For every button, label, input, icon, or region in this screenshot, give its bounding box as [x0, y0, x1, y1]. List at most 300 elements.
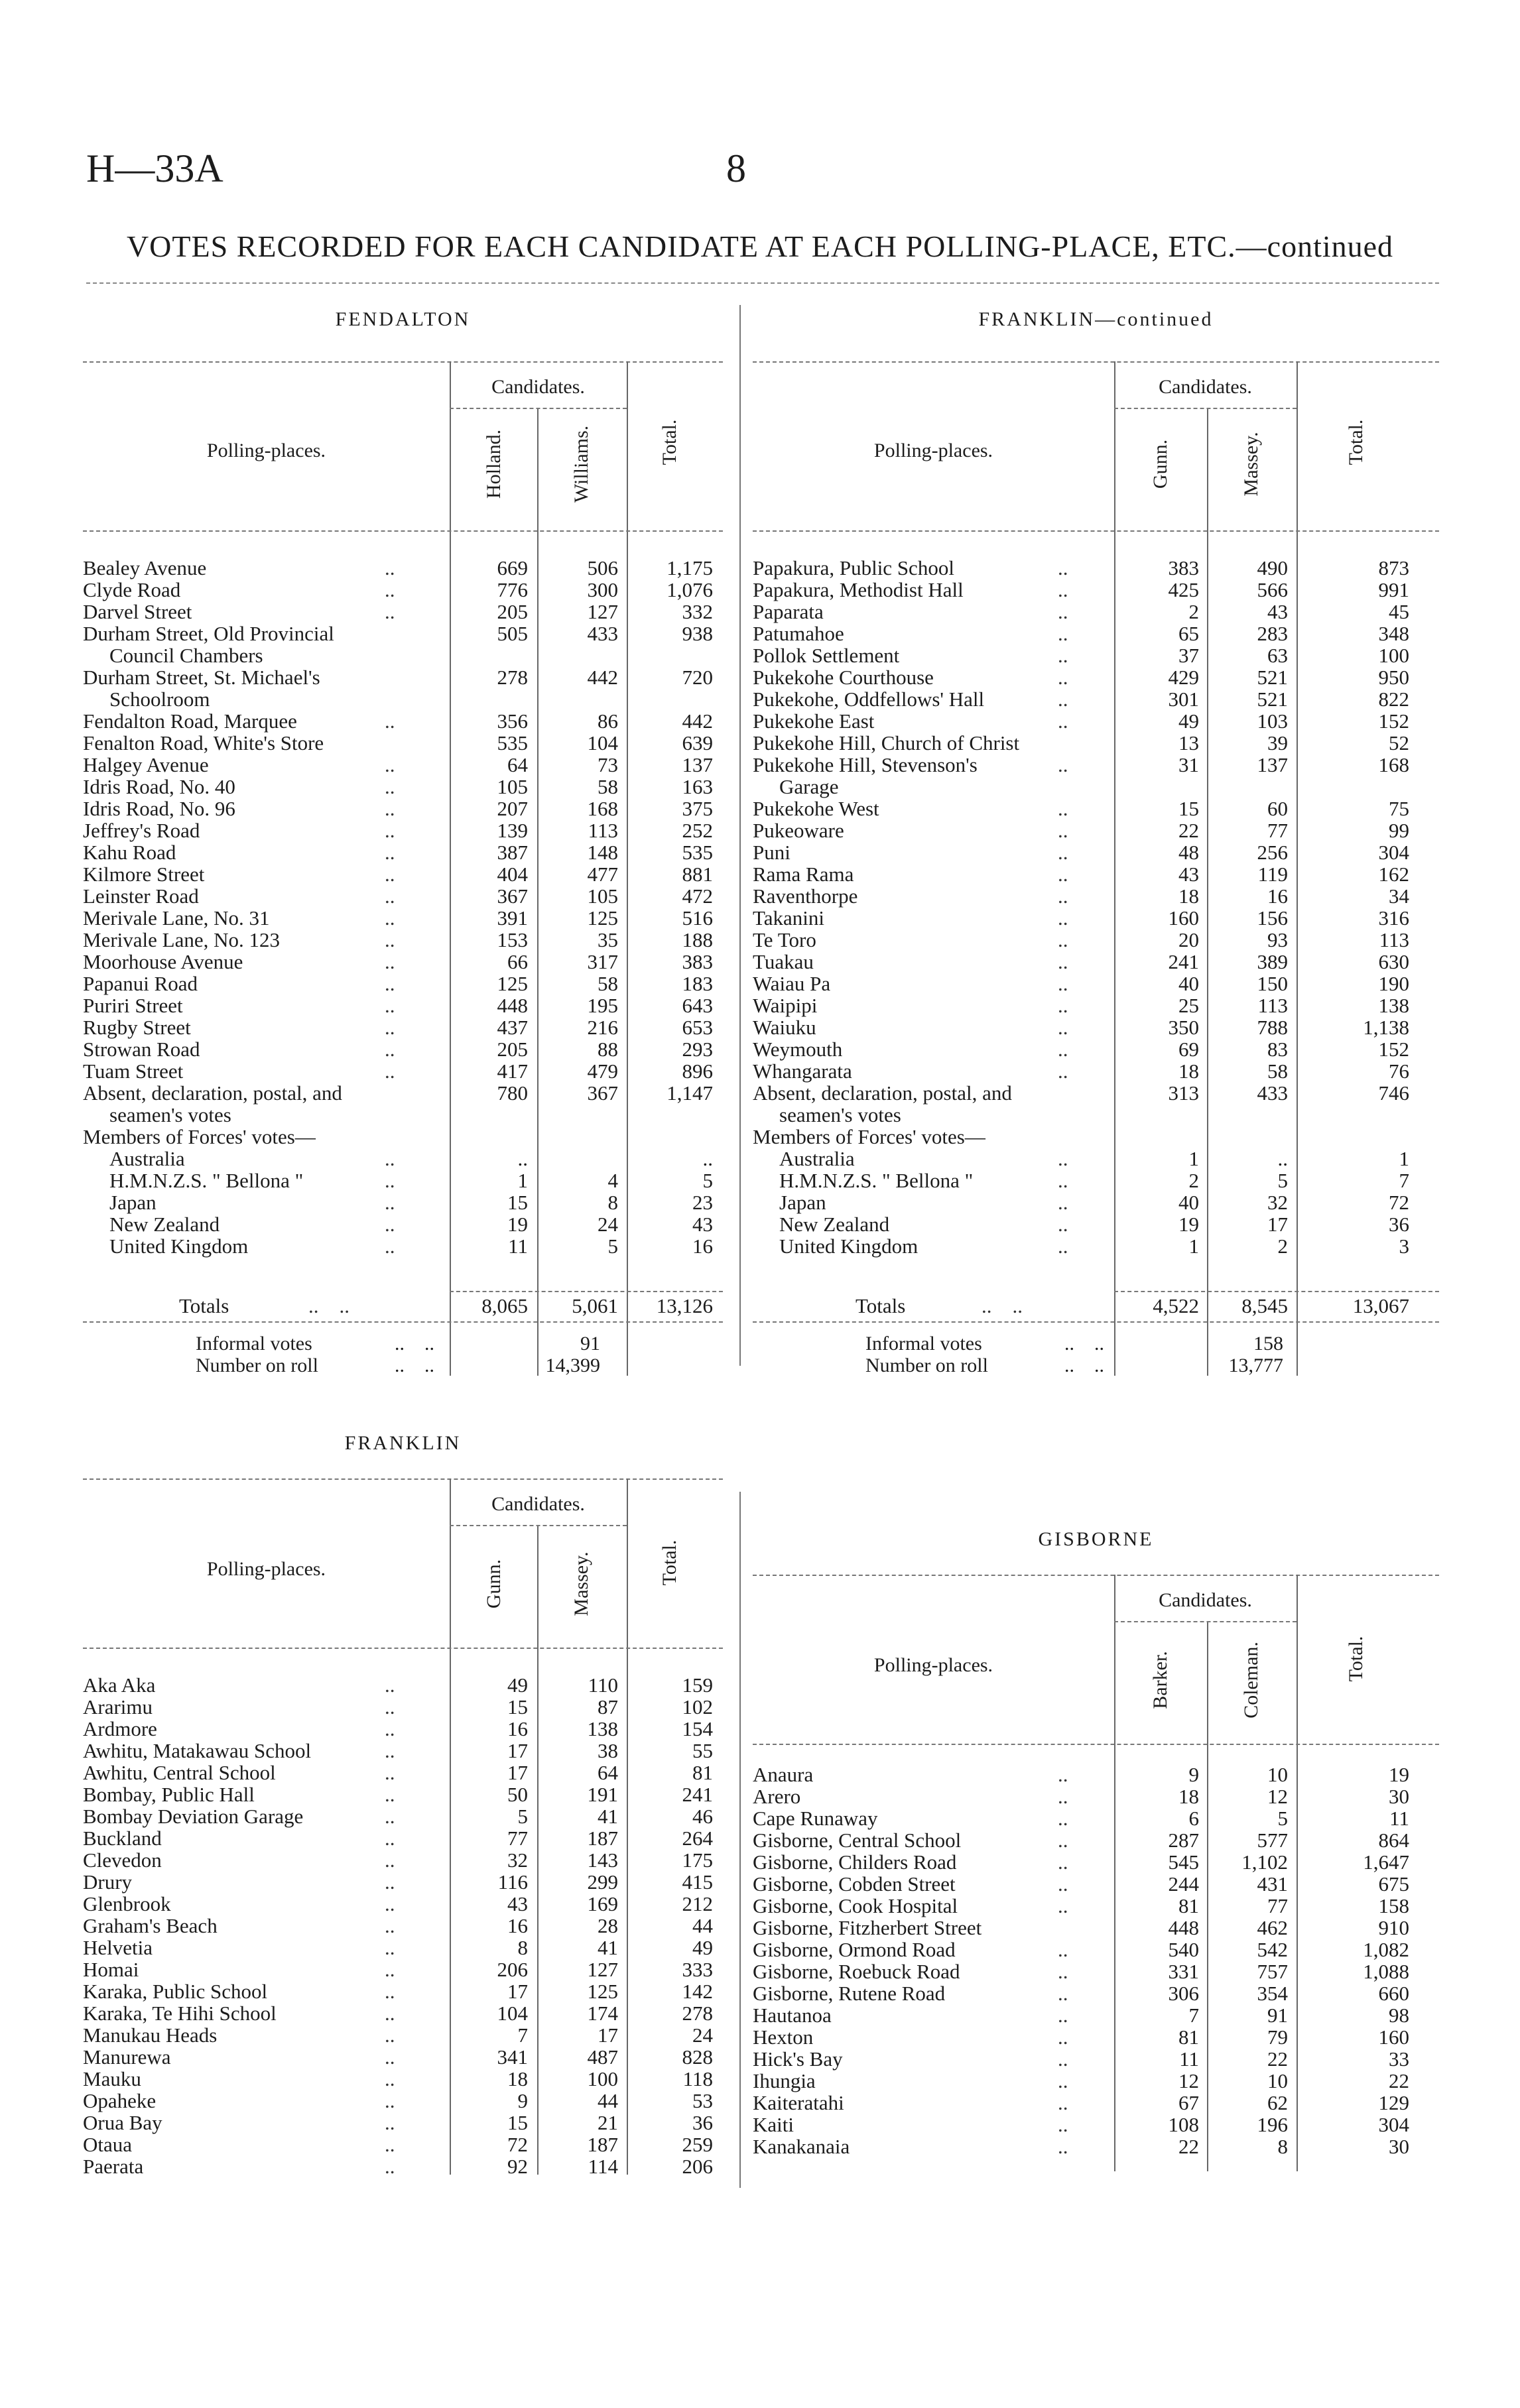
candidate-votes: 41 — [598, 1805, 618, 1828]
polling-place: Kaiti — [753, 2113, 794, 2136]
candidate-votes: 40 — [1178, 1191, 1199, 1214]
table-row: Pukekohe West .. 15 60 75 — [753, 797, 1409, 820]
table-row: Drury .. 116 299 415 — [83, 1870, 713, 1894]
candidate-votes: 88 — [598, 1038, 618, 1061]
candidate-votes: 12 — [1178, 2069, 1199, 2092]
candidate-votes: 127 — [587, 600, 618, 623]
candidate-heading-2: Coleman. — [1240, 1642, 1262, 1718]
row-total: 36 — [1389, 1213, 1409, 1236]
total-t: 13,067 — [1352, 1294, 1409, 1317]
candidate-votes: 22 — [1178, 2135, 1199, 2158]
candidate-votes: 301 — [1168, 688, 1199, 711]
row-total: 188 — [682, 928, 713, 951]
candidates-rule — [450, 1525, 627, 1526]
candidate-votes: 350 — [1168, 1016, 1199, 1039]
polling-place: Ardmore — [83, 1717, 157, 1740]
total-heading: Total. — [659, 1539, 680, 1586]
candidate-votes: 16 — [507, 1717, 528, 1740]
candidates-heading: Candidates. — [1159, 1589, 1252, 1611]
franklin-table — [83, 1432, 723, 2201]
table-row: Gisborne, Roebuck Road .. 331 757 1,088 — [753, 1960, 1409, 1983]
polling-place: Cape Runaway — [753, 1807, 878, 1830]
candidate-votes: 356 — [497, 709, 528, 733]
candidate-votes: 15 — [507, 2111, 528, 2134]
page-number: 8 — [726, 147, 746, 190]
candidate-votes: 521 — [1257, 688, 1288, 711]
totals-label: Totals — [855, 1294, 906, 1317]
candidate-votes: 1 — [1188, 1234, 1199, 1258]
candidate-votes: 81 — [1178, 1894, 1199, 1917]
table-row: Rama Rama .. 43 119 162 — [753, 863, 1409, 886]
candidate-votes: 103 — [1257, 709, 1288, 733]
row-total: 53 — [692, 2089, 713, 2112]
table-row: Graham's Beach .. 16 28 44 — [83, 1914, 713, 1937]
row-total: 375 — [682, 797, 713, 820]
candidates-rule — [1114, 1621, 1297, 1622]
row-total: 1 — [1399, 1147, 1409, 1170]
polling-place: Homai — [83, 1958, 139, 1981]
candidate-votes: 195 — [587, 994, 618, 1017]
candidate-votes: 4 — [607, 1169, 618, 1192]
polling-place: Merivale Lane, No. 123 — [83, 928, 280, 951]
candidate-votes: 87 — [598, 1695, 618, 1718]
polling-place: H.M.N.Z.S. " Bellona " — [779, 1169, 974, 1192]
table-row — [83, 688, 723, 710]
number-on-roll: 13,777 — [1228, 1354, 1283, 1376]
candidate-votes: 9 — [1188, 1763, 1199, 1786]
candidate-votes: 10 — [1267, 1763, 1288, 1786]
candidates-heading: Candidates. — [491, 1493, 585, 1515]
candidate-votes: 58 — [1267, 1059, 1288, 1083]
candidate-votes: 24 — [598, 1213, 618, 1236]
polling-place: Anaura — [753, 1763, 814, 1786]
row-total: 264 — [682, 1827, 713, 1850]
row-total: 55 — [692, 1739, 713, 1762]
candidate-votes: 535 — [497, 731, 528, 754]
table-row: H.M.N.Z.S. " Bellona " .. 2 5 7 — [779, 1169, 1409, 1192]
candidate-votes: 313 — [1168, 1081, 1199, 1105]
polling-place: Jeffrey's Road — [83, 819, 200, 842]
polling-place: Buckland — [83, 1827, 162, 1850]
table-row: Australia .. 1 .. 1 — [779, 1147, 1409, 1170]
candidate-votes: 442 — [587, 666, 618, 689]
polling-place: H.M.N.Z.S. " Bellona " — [109, 1169, 304, 1192]
row-total: 333 — [682, 1958, 713, 1981]
candidate-votes: 153 — [497, 928, 528, 951]
polling-place: Awhitu, Central School — [83, 1761, 276, 1784]
table-row: Karaka, Public School .. 17 125 142 — [83, 1980, 713, 2003]
candidate-votes: 63 — [1267, 644, 1288, 667]
header-bottom-rule — [83, 1648, 723, 1649]
candidate-votes: 86 — [598, 709, 618, 733]
candidate-votes: 206 — [497, 1958, 528, 1981]
candidate-votes: 50 — [507, 1783, 528, 1806]
candidate-heading-2: Massey. — [1240, 432, 1262, 497]
polling-place: Pollok Settlement — [753, 644, 900, 667]
polling-place: Gisborne, Roebuck Road — [753, 1960, 960, 1983]
table-row: Buckland .. 77 187 264 — [83, 1827, 713, 1850]
informal-votes: 158 — [1253, 1333, 1283, 1354]
candidate-votes: 5 — [607, 1234, 618, 1258]
row-total: 950 — [1378, 666, 1409, 689]
candidate-votes: 417 — [497, 1059, 528, 1083]
polling-place: Rama Rama — [753, 863, 854, 886]
polling-place: Gisborne, Central School — [753, 1829, 962, 1852]
row-total: 7 — [1399, 1169, 1409, 1192]
table-row: Gisborne, Central School .. 287 577 864 — [753, 1829, 1409, 1852]
row-total: 158 — [1378, 1894, 1409, 1917]
row-total: 1,076 — [666, 578, 713, 601]
row-total: 442 — [682, 709, 713, 733]
table-row: Clevedon .. 32 143 175 — [83, 1848, 713, 1872]
candidate-votes: 49 — [1178, 709, 1199, 733]
table-row: Gisborne, Cook Hospital .. 81 77 158 — [753, 1894, 1409, 1917]
polling-place: Pukeoware — [753, 819, 844, 842]
total-heading: Total. — [659, 419, 680, 465]
candidate-votes: 5 — [1277, 1169, 1288, 1192]
polling-place: Tuam Street — [83, 1059, 184, 1083]
table-row: Tuam Street .. 417 479 896 — [83, 1059, 713, 1083]
row-total: 152 — [1378, 709, 1409, 733]
candidate-votes: 15 — [1178, 797, 1199, 820]
table-row: Manukau Heads .. 7 17 24 — [83, 2023, 713, 2047]
row-total: 660 — [1378, 1982, 1409, 2005]
header-rule — [753, 1575, 1439, 1576]
polling-place: Bombay Deviation Garage — [83, 1805, 304, 1828]
candidate-votes: 477 — [587, 863, 618, 886]
candidate-votes: 16 — [1267, 884, 1288, 908]
roll-label: Number on roll — [865, 1354, 988, 1376]
candidate-votes: 174 — [587, 2002, 618, 2025]
candidate-votes: 37 — [1178, 644, 1199, 667]
candidate-votes: 125 — [497, 972, 528, 995]
polling-place: Papanui Road — [83, 972, 198, 995]
candidate-votes: 72 — [507, 2133, 528, 2156]
polling-place: seamen's votes — [779, 1103, 901, 1126]
row-total: 472 — [682, 884, 713, 908]
table-row: Japan .. 15 8 23 — [109, 1191, 713, 1214]
row-total: 1,175 — [666, 556, 713, 579]
column-separator-upper — [739, 305, 741, 1366]
row-total: 938 — [682, 622, 713, 645]
row-total: 162 — [1378, 863, 1409, 886]
table-row: Ihungia .. 12 10 22 — [753, 2069, 1409, 2092]
table-row: Waiuku .. 350 788 1,138 — [753, 1016, 1409, 1039]
polling-place: Karaka, Te Hihi School — [83, 2002, 277, 2025]
polling-place: Fenalton Road, White's Store — [83, 731, 324, 754]
row-total: 33 — [1389, 2047, 1409, 2071]
candidate-votes: 77 — [1267, 1894, 1288, 1917]
candidate-votes: 100 — [587, 2067, 618, 2090]
polling-place: Otaua — [83, 2133, 133, 2156]
candidate-votes: 577 — [1257, 1829, 1288, 1852]
polling-place: Gisborne, Ormond Road — [753, 1938, 956, 1961]
candidate-votes: 43 — [507, 1892, 528, 1915]
table-row — [753, 1126, 1439, 1148]
row-total: 16 — [692, 1234, 713, 1258]
table-row: Raventhorpe .. 18 16 34 — [753, 884, 1409, 908]
table-row: United Kingdom .. 1 2 3 — [779, 1234, 1409, 1258]
table-row: Clyde Road .. 776 300 1,076 — [83, 578, 713, 601]
candidate-votes: 17 — [507, 1980, 528, 2003]
candidate-votes: 18 — [1178, 884, 1199, 908]
section-title: FENDALTON — [335, 308, 471, 330]
table-row: Aka Aka .. 49 110 159 — [83, 1673, 713, 1697]
candidate-votes: 780 — [497, 1081, 528, 1105]
candidate-votes: 205 — [497, 600, 528, 623]
row-total: 163 — [682, 775, 713, 798]
row-total: 316 — [1378, 906, 1409, 930]
row-total: .. — [702, 1147, 713, 1170]
candidate-votes: 383 — [1168, 556, 1199, 579]
row-total: 81 — [692, 1761, 713, 1784]
candidate-votes: 207 — [497, 797, 528, 820]
candidate-votes: 69 — [1178, 1038, 1199, 1061]
candidate-votes: 8 — [517, 1936, 528, 1959]
polling-place: United Kingdom — [109, 1234, 249, 1258]
table-row — [83, 1126, 723, 1148]
row-total: 154 — [682, 1717, 713, 1740]
row-total: 896 — [682, 1059, 713, 1083]
table-row: Australia .. .. .. — [109, 1147, 713, 1170]
row-total: 1,647 — [1363, 1850, 1409, 1874]
row-total: 516 — [682, 906, 713, 930]
polling-place: Graham's Beach — [83, 1914, 218, 1937]
table-row: Kaiteratahi .. 67 62 129 — [753, 2091, 1409, 2114]
candidate-votes: 367 — [587, 1081, 618, 1105]
polling-place: Puriri Street — [83, 994, 183, 1017]
candidate-votes: 387 — [497, 841, 528, 864]
row-total: 142 — [682, 1980, 713, 2003]
row-total: 653 — [682, 1016, 713, 1039]
candidate-votes: 300 — [587, 578, 618, 601]
candidate-votes: 448 — [497, 994, 528, 1017]
candidate-votes: 521 — [1257, 666, 1288, 689]
candidate-votes: 196 — [1257, 2113, 1288, 2136]
row-total: 52 — [1389, 731, 1409, 754]
franklin-continued-table: FRANKLIN—continued Candidates. Polling-places. Gunn. Massey. Total. Papakura, Public School .. 383 490 873 Papakura, Methodist Hall .. 425 566 991 Paparata .. 2 43 45 Patumahoe .. 65 283 348 Pollok Settlement .. 37 63 100 Pukekohe Courthouse .. 429 521 950 Pukekohe, Oddfellows' Hall .. 301 521 822 Pukekohe East .. 49 103 152 Pukekohe Hill, Church of Christ 13 39 52 Pukekohe Hill, Stevenson's .. 31 137 168 Garage Pukekohe West .. 15 60 75 Pukeoware .. 22 77 99 Puni .. 48 256 304 Rama Rama .. 43 119 162 Raventhorpe .. 18 16 34 Takanini .. 160 156 316 Te Toro .. 20 93 113 Tuakau .. 241 389 630 Waiau Pa .. 40 150 190 Waipipi .. 25 113 138 Waiuku .. 350 788 1,138 Weymouth .. 69 83 152 Whangarata .. 18 58 76 Absent, declaration, postal, and 313 433 746 seamen's votes Members of Forces' votes— Australia .. 1 .. 1 H.M.N.Z.S. " Bellona " .. 2 5 7 Japan .. 40 32 72 New Zealand .. 19 17 36 United Kingdom .. 1 2 3 Totals .. .. 4,522 8,545 13,067 Informal votes .. .. 158 Number on roll .. .. 13,777 — [753, 308, 1439, 1402]
candidate-votes: 22 — [1178, 819, 1199, 842]
row-total: 5 — [702, 1169, 713, 1192]
candidate-votes: 31 — [1178, 753, 1199, 776]
row-total: 991 — [1378, 578, 1409, 601]
table-row: Awhitu, Central School .. 17 64 81 — [83, 1761, 713, 1784]
table-row: Japan .. 40 32 72 — [779, 1191, 1409, 1214]
candidate-votes: 17 — [1267, 1213, 1288, 1236]
candidate-votes: 278 — [497, 666, 528, 689]
candidate-votes: 18 — [1178, 1785, 1199, 1808]
table-row: Helvetia .. 8 41 49 — [83, 1936, 713, 1959]
polling-place: Papakura, Public School — [753, 556, 954, 579]
candidate-votes: 43 — [1267, 600, 1288, 623]
row-total: 129 — [1378, 2091, 1409, 2114]
row-total: 102 — [682, 1695, 713, 1718]
row-total: 175 — [682, 1848, 713, 1872]
polling-place: Gisborne, Cook Hospital — [753, 1894, 958, 1917]
table-row: Te Toro .. 20 93 113 — [753, 928, 1409, 951]
polling-place: Idris Road, No. 96 — [83, 797, 235, 820]
row-total: 828 — [682, 2045, 713, 2069]
candidate-votes: 93 — [1267, 928, 1288, 951]
polling-place: Awhitu, Matakawau School — [83, 1739, 312, 1762]
table-row: Leinster Road .. 367 105 472 — [83, 884, 713, 908]
row-total: 630 — [1378, 950, 1409, 973]
polling-place: Kaiteratahi — [753, 2091, 844, 2114]
header-bottom-rule — [83, 530, 723, 532]
row-total: 1,147 — [666, 1081, 713, 1105]
polling-place: Papakura, Methodist Hall — [753, 578, 964, 601]
candidate-votes: 66 — [507, 950, 528, 973]
row-total: 3 — [1399, 1234, 1409, 1258]
candidate-votes: 12 — [1267, 1785, 1288, 1808]
candidate-votes: 431 — [1257, 1872, 1288, 1896]
polling-place: Aka Aka — [83, 1673, 156, 1697]
polling-place: Raventhorpe — [753, 884, 858, 908]
candidate-votes: 545 — [1168, 1850, 1199, 1874]
candidate-votes: 25 — [1178, 994, 1199, 1017]
candidate-votes: 148 — [587, 841, 618, 864]
table-row: Fendalton Road, Marquee .. 356 86 442 — [83, 709, 713, 733]
polling-place: Council Chambers — [109, 644, 263, 667]
candidate-votes: 216 — [587, 1016, 618, 1039]
candidate-votes: 77 — [507, 1827, 528, 1850]
column-separator-lower — [739, 1492, 741, 2188]
candidate-votes: 73 — [598, 753, 618, 776]
row-total: 259 — [682, 2133, 713, 2156]
polling-place: Darvel Street — [83, 600, 192, 623]
polling-place: Australia — [779, 1147, 855, 1170]
row-total: 19 — [1389, 1763, 1409, 1786]
polling-place: Gisborne, Childers Road — [753, 1850, 957, 1874]
candidate-votes: 542 — [1257, 1938, 1288, 1961]
candidate-votes: 7 — [1188, 2004, 1199, 2027]
polling-place: Gisborne, Rutene Road — [753, 1982, 946, 2005]
row-total: 864 — [1378, 1829, 1409, 1852]
row-total: 304 — [1378, 2113, 1409, 2136]
candidate-votes: 241 — [1168, 950, 1199, 973]
table-row: Waiau Pa .. 40 150 190 — [753, 972, 1409, 995]
candidate-votes: 32 — [507, 1848, 528, 1872]
candidate-votes: 306 — [1168, 1982, 1199, 2005]
polling-place: Hautanoa — [753, 2004, 832, 2027]
candidate-votes: 287 — [1168, 1829, 1199, 1852]
polling-place: Pukekohe, Oddfellows' Hall — [753, 688, 985, 711]
candidate-votes: 8 — [1277, 2135, 1288, 2158]
row-total: 383 — [682, 950, 713, 973]
polling-place: Manukau Heads — [83, 2023, 218, 2047]
candidate-votes: 479 — [587, 1059, 618, 1083]
candidate-votes: 15 — [507, 1695, 528, 1718]
table-row: Kanakanaia .. 22 8 30 — [753, 2135, 1409, 2158]
table-row: Homai .. 206 127 333 — [83, 1958, 713, 1981]
polling-place: Tuakau — [753, 950, 814, 973]
table-row — [83, 666, 723, 688]
polling-place: Patumahoe — [753, 622, 844, 645]
table-row: Halgey Avenue .. 64 73 137 — [83, 753, 713, 776]
row-total: 30 — [1389, 1785, 1409, 1808]
table-row: Gisborne, Ormond Road .. 540 542 1,082 — [753, 1938, 1409, 1961]
table-row: Hautanoa .. 7 91 98 — [753, 2004, 1409, 2027]
gisborne-table — [753, 1528, 1439, 2204]
polling-places-heading: Polling-places. — [206, 1558, 326, 1580]
row-total: 24 — [692, 2023, 713, 2047]
table-row: Cape Runaway .. 6 5 11 — [753, 1807, 1409, 1830]
total-heading: Total. — [1345, 419, 1367, 465]
candidate-votes: 10 — [1267, 2069, 1288, 2092]
candidate-votes: 6 — [1188, 1807, 1199, 1830]
row-total: 1,138 — [1363, 1016, 1409, 1039]
row-total: 23 — [692, 1191, 713, 1214]
candidate-votes: 17 — [598, 2023, 618, 2047]
totals-row: Totals .. .. 8,065 5,061 13,126 — [179, 1294, 713, 1317]
row-total: 304 — [1378, 841, 1409, 864]
candidate-votes: 156 — [1257, 906, 1288, 930]
polling-place: Merivale Lane, No. 31 — [83, 906, 270, 930]
candidate-votes: 17 — [507, 1761, 528, 1784]
table-row: Paerata .. 92 114 206 — [83, 2155, 713, 2178]
row-total: 72 — [1389, 1191, 1409, 1214]
table-row: Merivale Lane, No. 31 .. 391 125 516 — [83, 906, 713, 930]
polling-place: Bombay, Public Hall — [83, 1783, 255, 1806]
candidate-votes: 404 — [497, 863, 528, 886]
table-row: Anaura .. 9 10 19 — [753, 1763, 1409, 1786]
table-row — [753, 1104, 1439, 1126]
candidate-heading-1: Gunn. — [1149, 439, 1171, 489]
candidate-votes: 143 — [587, 1848, 618, 1872]
candidate-votes: 506 — [587, 556, 618, 579]
row-total: 206 — [682, 2155, 713, 2178]
table-row: Paparata .. 2 43 45 — [753, 600, 1409, 623]
row-total: 643 — [682, 994, 713, 1017]
row-total: 348 — [1378, 622, 1409, 645]
candidate-votes: 91 — [1267, 2004, 1288, 2027]
page-title: VOTES RECORDED FOR EACH CANDIDATE AT EACH POLLING-PLACE, ETC.—continued — [126, 229, 1394, 263]
row-total: 278 — [682, 2002, 713, 2025]
candidate-votes: 437 — [497, 1016, 528, 1039]
candidate-votes: 32 — [1267, 1191, 1288, 1214]
candidate-votes: 187 — [587, 2133, 618, 2156]
candidate-votes: 788 — [1257, 1016, 1288, 1039]
row-total: 98 — [1389, 2004, 1409, 2027]
table-row: Papanui Road .. 125 58 183 — [83, 972, 713, 995]
candidate-votes: 16 — [507, 1914, 528, 1937]
polling-place: Paerata — [83, 2155, 144, 2178]
candidate-votes: 490 — [1257, 556, 1288, 579]
candidate-votes: 391 — [497, 906, 528, 930]
polling-place: Hick's Bay — [753, 2047, 843, 2071]
polling-place: Waiau Pa — [753, 972, 831, 995]
polling-place: Mauku — [83, 2067, 141, 2090]
candidate-votes: 187 — [587, 1827, 618, 1850]
candidate-votes: 77 — [1267, 819, 1288, 842]
row-total: 332 — [682, 600, 713, 623]
row-total: 822 — [1378, 688, 1409, 711]
table-row: Pukekohe, Oddfellows' Hall .. 301 521 822 — [753, 688, 1409, 711]
table-row: Darvel Street .. 205 127 332 — [83, 600, 713, 623]
polling-place: Opaheke — [83, 2089, 157, 2112]
candidate-votes: 5 — [1277, 1807, 1288, 1830]
table-row — [753, 1082, 1439, 1104]
candidate-votes: 44 — [598, 2089, 618, 2112]
polling-place: Members of Forces' votes— — [83, 1125, 316, 1148]
polling-place: Whangarata — [753, 1059, 852, 1083]
table-row: Papakura, Public School .. 383 490 873 — [753, 556, 1409, 579]
candidates-heading: Candidates. — [1159, 376, 1252, 398]
table-row: New Zealand .. 19 24 43 — [109, 1213, 713, 1236]
table-row: Hick's Bay .. 11 22 33 — [753, 2047, 1409, 2071]
polling-place: New Zealand — [779, 1213, 890, 1236]
candidate-votes: 389 — [1257, 950, 1288, 973]
